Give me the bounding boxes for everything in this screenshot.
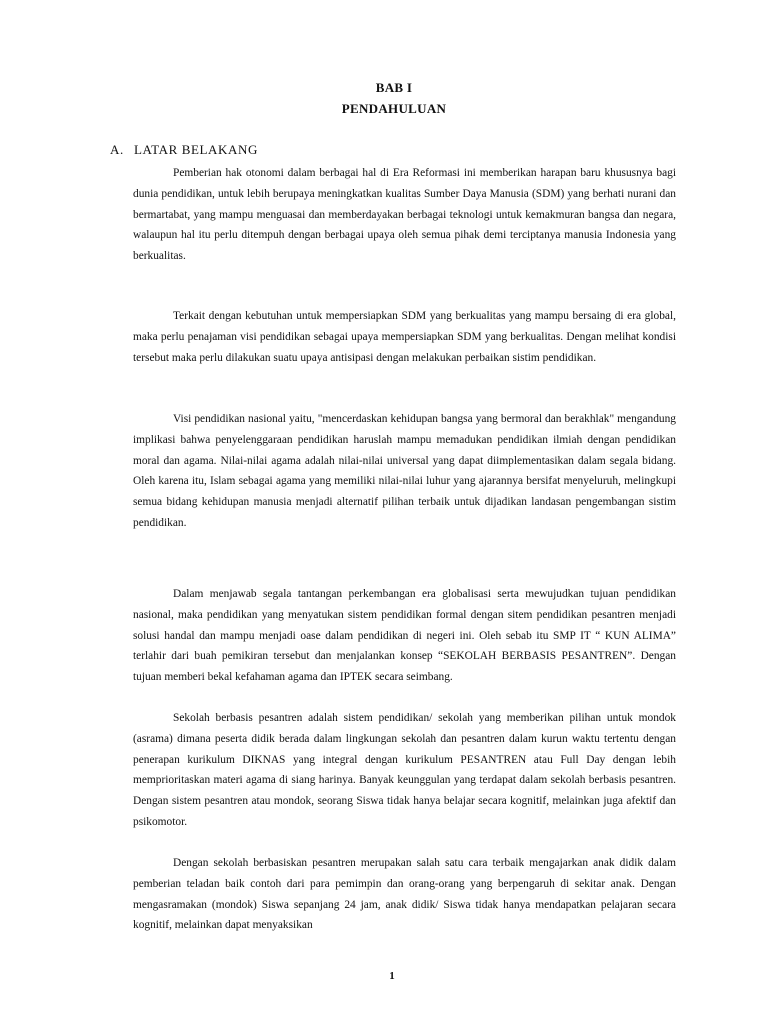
paragraph-1: Pemberian hak otonomi dalam berbagai hal di Era Reformasi ini memberikan harapan baru khususnya bagi dunia pendidikan, untuk lebih berupaya meningkatkan kualitas Sumber Daya Manusia (SDM) yang berhati nurani dan bermartabat, yang mampu menguasai dan memberdayakan berbagai teknologi untuk kemakmuran bangsa dan negara, walaupun hal itu perlu ditempuh dengan berbagai upaya oleh semua pihak demi terciptanya manusia Indonesia yang berkualitas. (133, 167, 676, 263)
section-heading (110, 142, 258, 158)
paragraph-5: Sekolah berbasis pesantren adalah sistem pendidikan/ sekolah yang memberikan pilihan untuk mondok (asrama) dimana peserta didik berada dalam lingkungan sekolah dan pesantren dalam kurun waktu tertentu dengan penerapan kurikulum DIKNAS yang integral dengan kurikulum PESANTREN atau Full Day dengan lebih memprioritaskan materi agama di siang harinya. Banyak keunggulan yang terdapat dalam sekolah berbasis pesantren. Dengan sistem pesantren atau mondok, seorang Siswa tidak hanya belajar secara kognitif, melainkan juga afektif dan psikomotor. (133, 712, 676, 828)
paragraph-4: Dalam menjawab segala tantangan perkembangan era globalisasi serta mewujudkan tujuan pendidikan nasional, maka pendidikan yang menyatukan sistem pendidikan formal dengan sitem pendidikan pesantren menjadi solusi handal dan mampu menjadi oase dalam pendidikan di negeri ini. Oleh sebab itu SMP IT “ KUN ALIMA” terlahir dari buah pemikiran tersebut dan menjalankan konsep “SEKOLAH BERBASIS PESANTREN”. Dengan tujuan memberi bekal kefahaman agama dan IPTEK secara seimbang. (133, 588, 676, 684)
chapter-label: BAB I (375, 80, 413, 95)
chapter-title: PENDAHULUAN (341, 101, 447, 116)
paragraph-3: Visi pendidikan nasional yaitu, "mencerdaskan kehidupan bangsa yang bermoral dan berakhlak" mengandung implikasi bahwa penyelenggaraan pendidikan haruslah mampu memadukan pendidikan ilmiah dengan pendidikan moral dan agama. Nilai-nilai agama adalah nilai-nilai universal yang dapat diimplementasikan dalam segala bidang. Oleh karena itu, Islam sebagai agama yang memiliki nilai-nilai luhur yang ajarannya bersifat menyeluruh, melingkupi semua bidang kehidupan manusia menjadi alternatif pilihan terbaik untuk dijadikan landasan pengembangan sistim pendidikan. (133, 413, 676, 529)
page-number: 1 (389, 970, 395, 982)
paragraph-2: Terkait dengan kebutuhan untuk mempersiapkan SDM yang berkualitas yang mampu bersaing di era global, maka perlu penajaman visi pendidikan sebagai upaya mempersiapkan SDM yang berkualitas. Dengan melihat kondisi tersebut maka perlu dilakukan suatu upaya antisipasi dengan melakukan perbaikan sistim pendidikan. (133, 310, 676, 364)
section-title: LATAR BELAKANG (134, 142, 258, 157)
paragraph-6: Dengan sekolah berbasiskan pesantren merupakan salah satu cara terbaik mengajarkan anak didik dalam pemberian teladan baik contoh dari para pemimpin dan orang-orang yang berpengaruh di sekitar anak. Dengan mengasramakan (mondok) Siswa sepanjang 24 jam, anak didik/ Siswa tidak hanya mendapatkan pelajaran secara kognitif, melainkan dapat menyaksikan (133, 857, 676, 932)
section-number: A. (110, 142, 124, 157)
